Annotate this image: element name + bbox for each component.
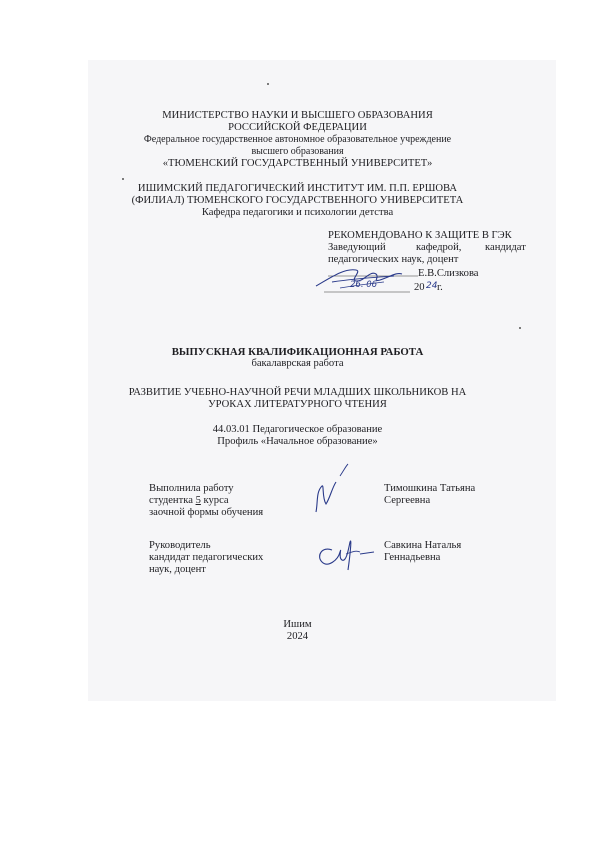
approval-degree: педагогических наук, доцент <box>328 254 459 265</box>
approval-year-suffix: г. <box>437 282 443 293</box>
approval-word-dept: кафедрой, <box>416 242 462 253</box>
supervisor-name-line-1: Савкина Наталья <box>384 540 462 551</box>
author-role-suffix: курса <box>200 495 229 506</box>
work-title-line-2: УРОКАХ ЛИТЕРАТУРНОГО ЧТЕНИЯ <box>208 399 387 410</box>
approval-year-prefix: 20 <box>414 282 425 293</box>
institution-line-1: Федеральное государственное автономное образовательное учреждение <box>143 134 452 145</box>
work-title-line-1: РАЗВИТИЕ УЧЕБНО-НАУЧНОЙ РЕЧИ МЛАДШИХ ШКОЛЬНИКОВ НА <box>128 387 467 398</box>
supervisor-signature <box>308 530 378 574</box>
ministry-line-1: МИНИСТЕРСТВО НАУКИ И ВЫСШЕГО ОБРАЗОВАНИЯ <box>162 110 433 121</box>
head-signature <box>310 262 420 296</box>
author-role-line-1: Выполнила работу <box>149 483 234 494</box>
city: Ишим <box>283 619 312 630</box>
author-role-line-3: заочной формы обучения <box>149 507 264 518</box>
ministry-line-2: РОССИЙСКОЙ ФЕДЕРАЦИИ <box>228 122 367 133</box>
supervisor-role-line-3: наук, доцент <box>149 564 206 575</box>
author-signature <box>300 462 360 516</box>
year: 2024 <box>286 631 309 642</box>
author-role-prefix: студентка <box>149 495 196 506</box>
author-name-line-1: Тимошкина Татьяна <box>384 483 476 494</box>
approval-word-cand: кандидат <box>485 242 526 253</box>
approval-title: РЕКОМЕНДОВАНО К ЗАЩИТЕ В ГЭК <box>328 230 512 241</box>
supervisor-role-line-1: Руководитель <box>149 540 211 551</box>
program-profile: Профиль «Начальное образование» <box>217 436 378 447</box>
supervisor-role-line-2: кандидат педагогических <box>149 552 264 563</box>
university-name: «ТЮМЕНСКИЙ ГОСУДАРСТВЕННЫЙ УНИВЕРСИТЕТ» <box>162 158 433 169</box>
approval-name: Е.В.Слизкова <box>418 268 479 279</box>
program-code: 44.03.01 Педагогическое образование <box>212 424 383 435</box>
department-name: Кафедра педагогики и психологии детства <box>201 207 394 218</box>
author-role-line-2 <box>149 495 229 507</box>
speck-mark <box>122 178 124 180</box>
work-type: ВЫПУСКНАЯ КВАЛИФИКАЦИОННАЯ РАБОТА <box>171 346 424 358</box>
speck-mark <box>519 327 521 329</box>
speck-mark <box>267 83 269 85</box>
supervisor-name-line-2: Геннадьевна <box>384 552 441 563</box>
institution-line-2: высшего образования <box>251 146 344 157</box>
approval-year-handwritten: 24 <box>426 281 438 291</box>
institute-line-1: ИШИМСКИЙ ПЕДАГОГИЧЕСКИЙ ИНСТИТУТ ИМ. П.П. ЕРШОВА <box>137 183 458 194</box>
approval-word-head: Заведующий <box>328 242 386 253</box>
author-name-line-2: Сергеевна <box>384 495 431 506</box>
work-subtype: бакалаврская работа <box>251 358 344 369</box>
approval-date-handwritten: 26. 06 <box>350 280 378 290</box>
institute-line-2: (ФИЛИАЛ) ТЮМЕНСКОГО ГОСУДАРСТВЕННОГО УНИВЕРСИТЕТА <box>131 195 464 206</box>
author-course: 5 <box>195 495 201 506</box>
